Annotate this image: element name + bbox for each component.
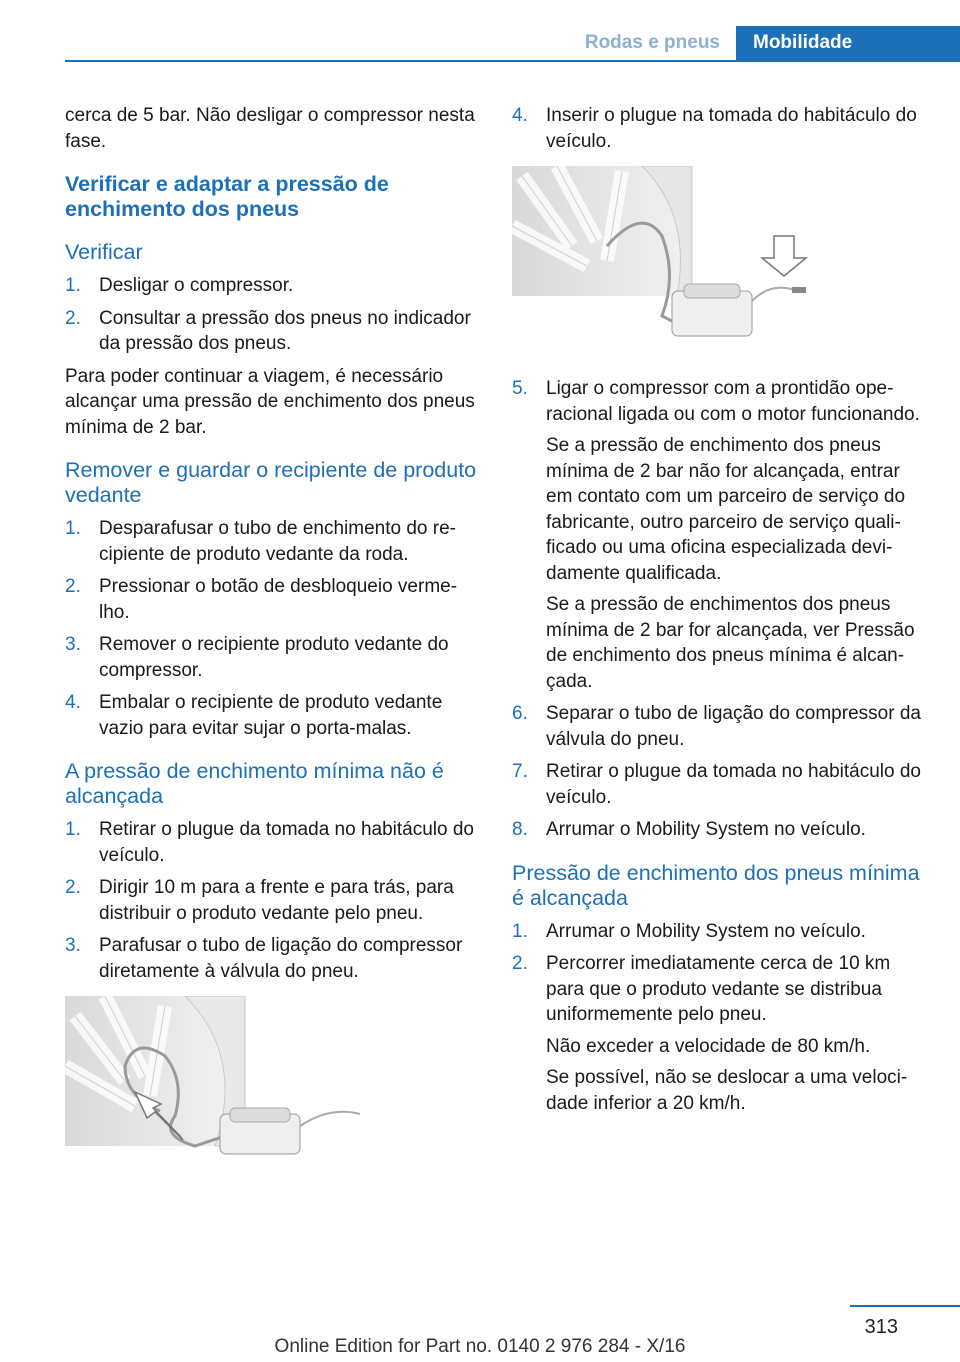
list-item [512,817,927,843]
step-paragraph: Se possível, não se deslocar a uma velocidade inferior a 20 km/h. [546,1067,908,1114]
steps-remover-guardar [65,516,480,741]
wheel-compressor-valve-illustration [65,996,365,1156]
step-text: Retirar o plugue da tomada no habitáculo do veículo. [99,819,474,866]
list-item [65,875,480,926]
subheading-remover-guardar: Remover e guardar o recipiente de produto vedante [65,458,477,507]
list-item [65,306,480,357]
list-item [512,759,927,810]
steps-verificar [65,273,480,357]
heading-verificar-adaptar: Verificar e adaptar a pressão de enchimento dos pneus [65,172,389,221]
step-paragraph: Não exceder a velocidade de 80 km/h. [546,1035,871,1057]
step-paragraph: Retirar o plugue da tomada no habitáculo do veículo. [546,761,921,808]
step-text: Pressionar o botão de desbloqueio vermelho. [99,576,458,623]
list-item [512,951,927,1116]
step-text: Desparafusar o tubo de enchimento do recipiente de produto vedante da roda. [99,518,456,565]
list-item [512,103,927,154]
list-item [65,933,480,984]
list-item [65,273,480,299]
step-paragraph: Se a pressão de enchimento dos pneus mínima de 2 bar não for alcançada, entrar em contato com um parceiro de serviço do fabricante, outro parceiro de serviço qualificado ou uma oficina especializada devidamente qualificada. [546,435,906,584]
right-column [512,103,927,1123]
step-text [546,817,927,843]
step-text: Remover o recipiente produto vedante do compressor. [99,634,449,681]
step-text: Inserir o plugue na tomada do habitáculo do veículo. [546,105,917,152]
step-number: 6. [512,703,528,724]
list-item [512,376,927,694]
header-section-label: Rodas e pneus [584,32,720,53]
steps-compressor [512,376,927,843]
list-item [65,574,480,625]
step-number: 2. [65,576,81,597]
steps-insert-plug [512,103,927,154]
step-text [546,701,927,752]
step-number: 3. [65,634,81,655]
step-text: Parafusar o tubo de ligação do compressor diretamente à válvula do pneu. [99,935,463,982]
left-column [65,103,480,1176]
step-text: Dirigir 10 m para a frente e para trás, para distribuir o produto vedante pelo pneu. [99,877,454,924]
step-number: 4. [512,105,528,126]
header-chapter-tab: Mobilidade [736,26,960,62]
intro-text: cerca de 5 bar. Não desligar o compressor nesta fase. [65,105,475,152]
step-paragraph: Separar o tubo de ligação do compressor da válvula do pneu. [546,703,921,750]
note-pressure: Para poder continuar a viagem, é necessário alcançar uma pressão de enchimento dos pneus mínima de 2 bar. [65,365,475,438]
list-item [65,817,480,868]
step-number: 3. [65,935,81,956]
step-number: 5. [512,378,528,399]
step-text: Consultar a pressão dos pneus no indicador da pressão dos pneus. [99,307,471,354]
list-item [65,516,480,567]
step-number: 8. [512,819,528,840]
step-text [546,376,927,694]
step-number: 2. [65,877,81,898]
subheading-verificar: Verificar [65,240,143,264]
step-number: 1. [65,275,81,296]
step-number: 1. [512,920,528,942]
step-paragraph: Arrumar o Mobility System no veículo. [546,920,866,942]
step-text [546,919,927,945]
heading-pressao-nao-alcancada: A pressão de enchimento mínima não é alcançada [65,759,444,808]
step-number: 2. [65,307,81,329]
steps-pressao-nao-alcancada [65,817,480,984]
heading-pressao-alcancada: Pressão de enchimento dos pneus mínima é alcançada [512,860,920,910]
step-paragraph: Se a pressão de enchimentos dos pneus mínima de 2 bar for alcançada, ver Pressão de enchimento dos pneus mínima é alcançada. [546,594,915,692]
step-number: 7. [512,761,528,782]
step-paragraph: Ligar o compressor com a prontidão operacional ligada ou com o motor funcionando. [546,378,920,425]
list-item [65,632,480,683]
step-number: 4. [65,692,81,713]
list-item [65,690,480,741]
step-number: 1. [65,518,81,539]
list-item [512,701,927,752]
list-item [512,919,927,945]
compressor-plug-socket-illustration [512,166,812,356]
footer-rule [850,1305,960,1307]
step-text [546,759,927,810]
step-text [546,951,927,1116]
page-header [65,26,960,62]
step-number: 1. [65,819,81,840]
step-paragraph: Arrumar o Mobility System no veículo. [546,819,866,840]
step-number: 2. [512,953,528,974]
page-number: 313 [864,1316,898,1338]
step-text: Desligar o compressor. [99,275,294,296]
step-text: Embalar o recipiente de produto vedante vazio para evitar sujar o porta-malas. [99,692,443,739]
edition-note: Online Edition for Part no. 0140 2 976 284 - X/16 [274,1336,686,1357]
header-rule [65,60,960,62]
steps-pressao-alcancada [512,919,927,1117]
step-paragraph: Percorrer imediatamente cerca de 10 km para que o produto vedante se distribua uniformemente pelo pneu. [546,953,891,1025]
